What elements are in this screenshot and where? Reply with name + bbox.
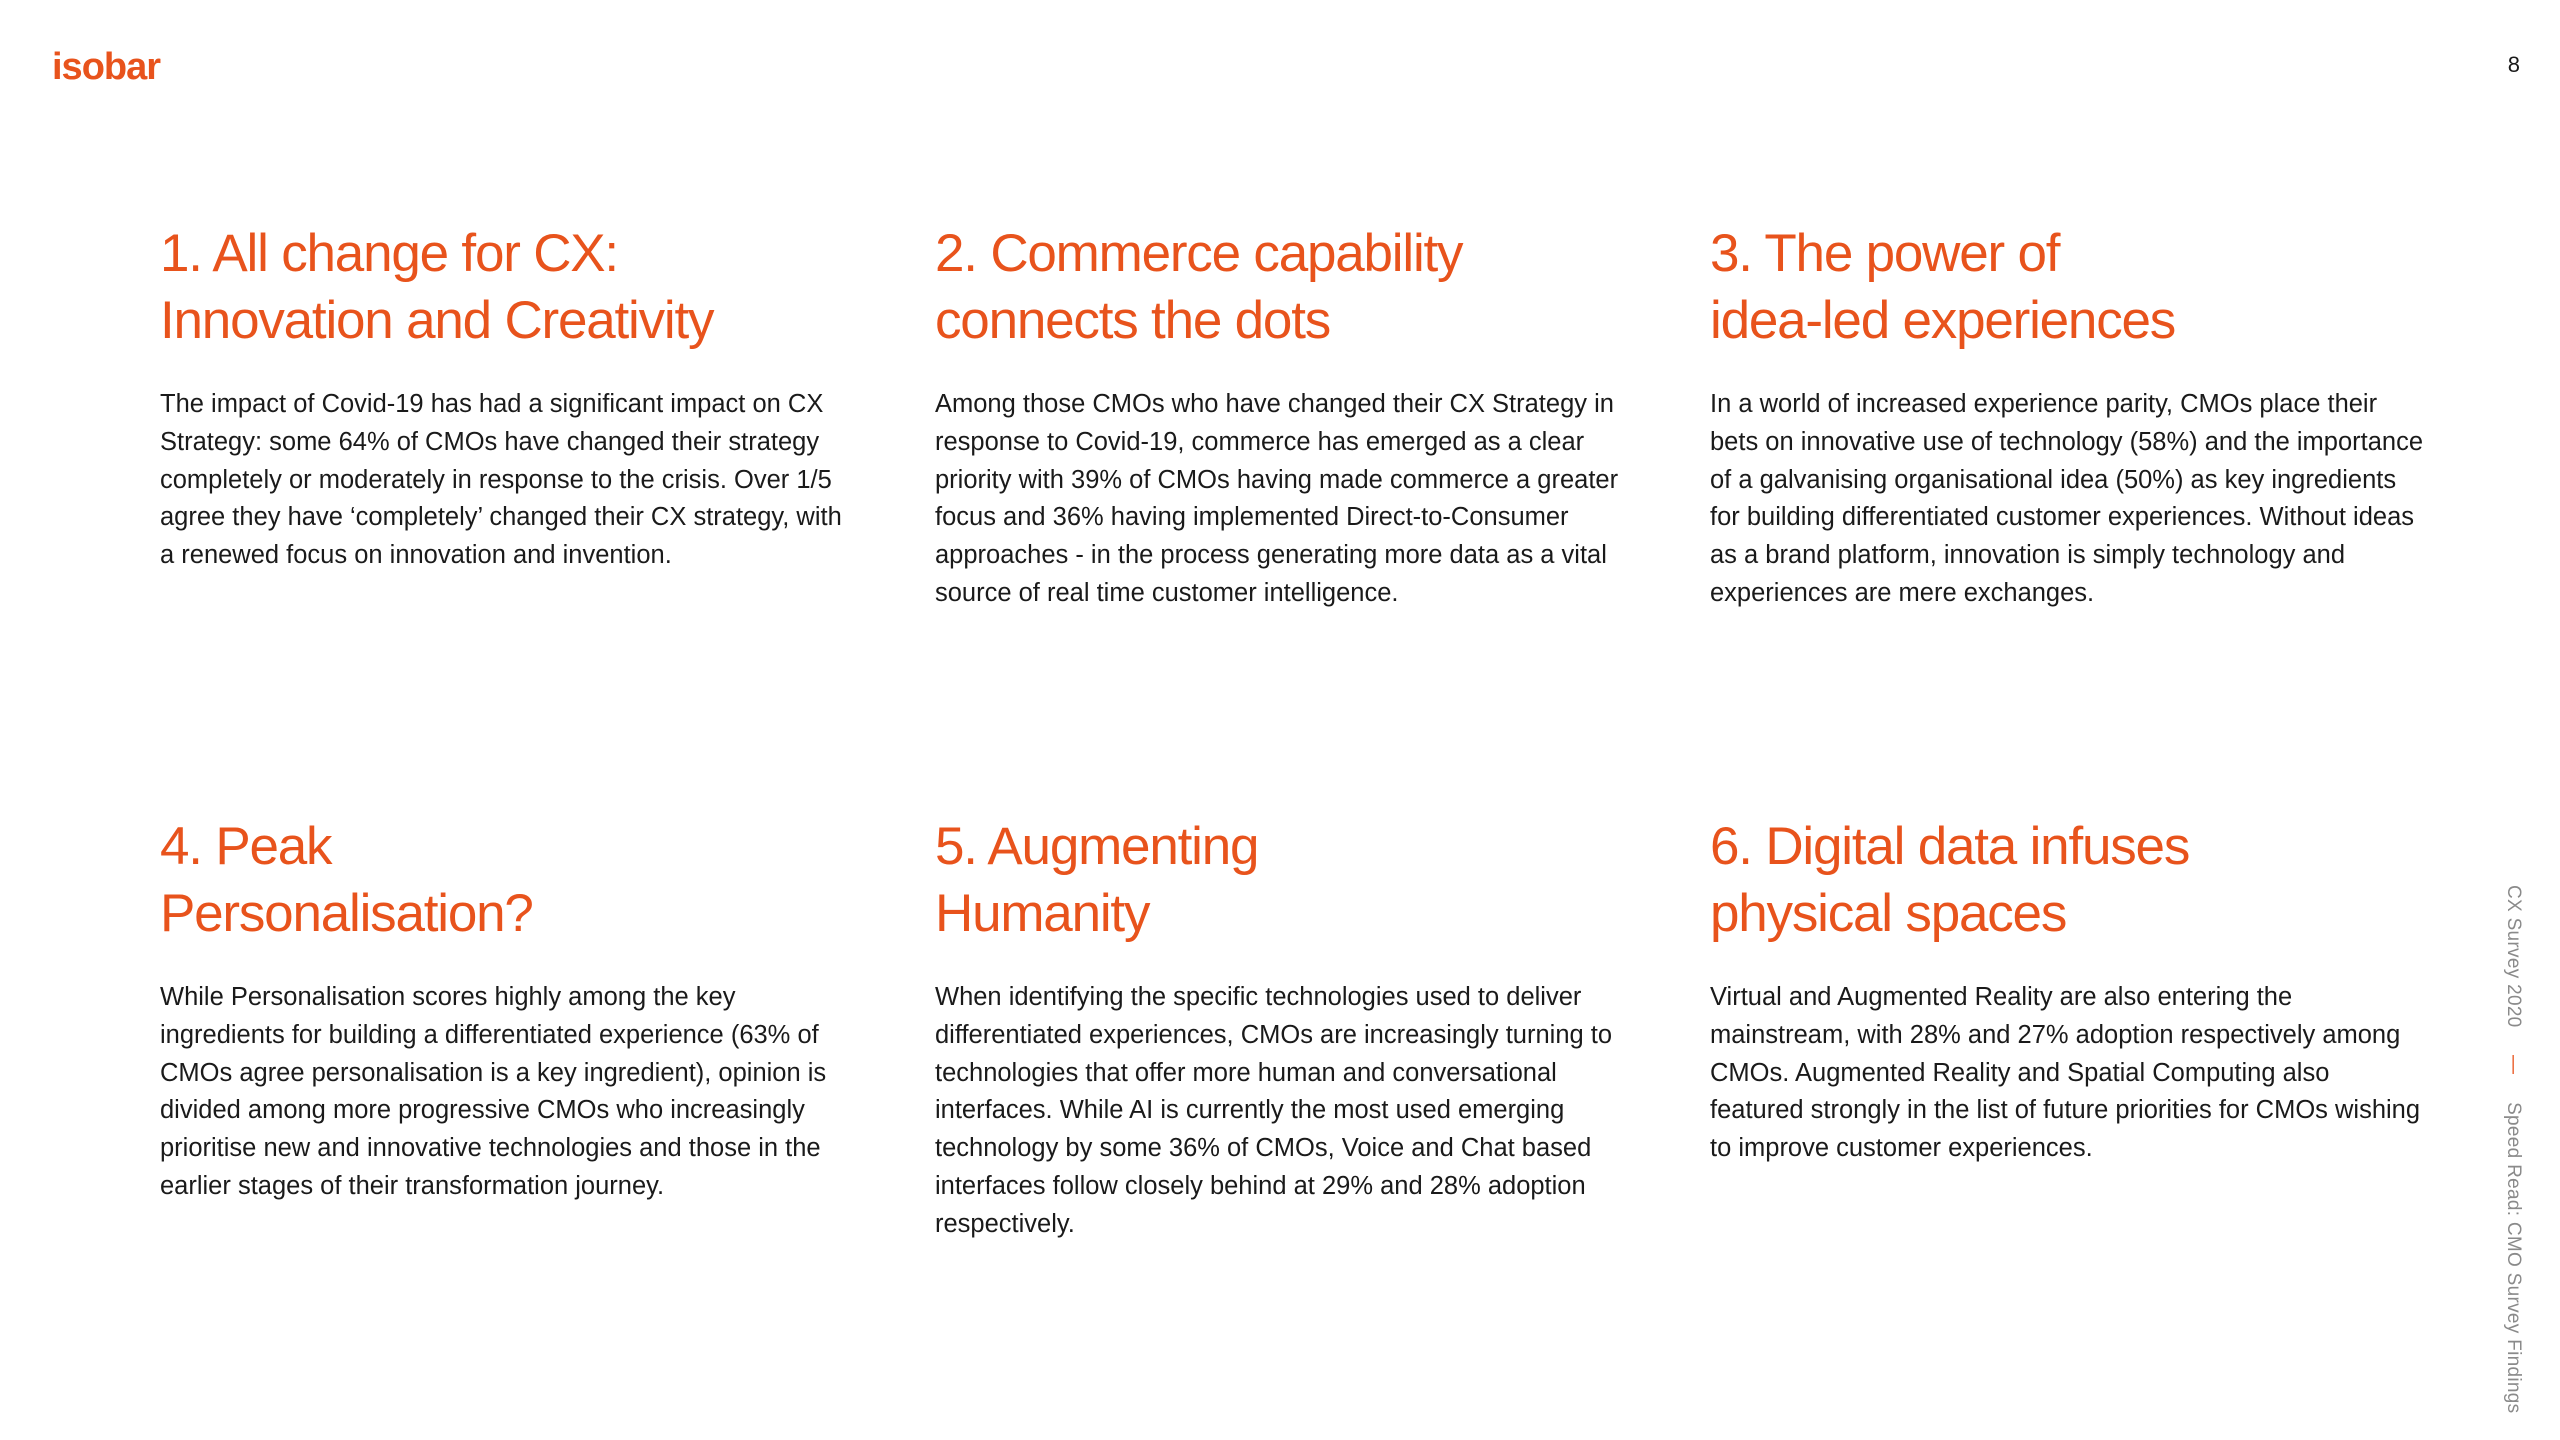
heading-line-1: 5. Augmenting <box>935 817 1259 876</box>
section-all-change-for-cx <box>160 220 860 575</box>
section-heading <box>1710 813 2430 947</box>
heading-line-2: physical spaces <box>1710 884 2067 943</box>
heading-line-1: 4. Peak <box>160 817 332 876</box>
section-body: The impact of Covid-19 has had a significant impact on CX Strategy: some 64% of CMOs have changed their strategy completely or moderately in response to the crisis. Over 1/5 agree they have ‘completely’ changed their CX strategy, with a renewed focus on innovation and invention. <box>160 390 842 570</box>
heading-line-1: 2. Commerce capability <box>935 224 1463 283</box>
section-heading <box>935 813 1635 947</box>
section-body: Virtual and Augmented Reality are also entering the mainstream, with 28% and 27% adoption respectively among CMOs. Augmented Reality and Spatial Computing also featured strongly in the list of future priorities for CMOs wishing to improve customer experiences. <box>1710 983 2421 1163</box>
section-heading <box>160 813 860 947</box>
section-augmenting-humanity <box>935 813 1635 1244</box>
section-peak-personalisation <box>160 813 860 1206</box>
section-idea-led-experiences <box>1710 220 2430 613</box>
section-heading <box>1710 220 2430 354</box>
heading-line-2: idea-led experiences <box>1710 291 2176 350</box>
footer-document-label <box>2504 885 2523 1413</box>
heading-line-1: 1. All change for CX: <box>160 224 618 283</box>
section-body: In a world of increased experience parity, CMOs place their bets on innovative use of technology (58%) and the importance of a galvanising organisational idea (50%) as key ingredients for building differentiated customer experiences. Without ideas as a brand platform, innovation is simply technology and experiences are mere exchanges. <box>1710 390 2424 607</box>
section-heading <box>935 220 1635 354</box>
heading-line-2: Humanity <box>935 884 1150 943</box>
heading-line-1: 6. Digital data infuses <box>1710 817 2190 876</box>
label-separator: — <box>2503 1055 2524 1075</box>
heading-line-2: Personalisation? <box>160 884 533 943</box>
section-body: While Personalisation scores highly among the key ingredients for building a differentiated experience (63% of CMOs agree personalisation is a key ingredient), opinion is divided among more progressive CMOs who increasingly prioritise new and innovative technologies and those in the earlier stages of their transformation journey. <box>160 983 827 1200</box>
isobar-logo: isobar <box>52 46 161 88</box>
section-digital-data-physical-spaces <box>1710 813 2430 1168</box>
section-body: Among those CMOs who have changed their CX Strategy in response to Covid-19, commerce has emerged as a clear priority with 39% of CMOs having made commerce a greater focus and 36% having implemented Direct-to-Consumer approaches - in the process generating more data as a vital source of real time customer intelligence. <box>935 390 1619 607</box>
heading-line-1: 3. The power of <box>1710 224 2060 283</box>
section-body: When identifying the specific technologies used to deliver differentiated experiences, CMOs are increasingly turning to technologies that offer more human and conversational interfaces. While AI is currently the most used emerging technology by some 36% of CMOs, Voice and Chat based interfaces follow closely behind at 29% and 28% adoption respectively. <box>935 983 1613 1238</box>
section-heading <box>160 220 860 354</box>
document-label: Speed Read: CMO Survey Findings <box>2503 1102 2524 1414</box>
survey-label: CX Survey 2020 <box>2503 885 2524 1028</box>
page-number: 8 <box>2507 52 2520 77</box>
heading-line-2: connects the dots <box>935 291 1331 350</box>
heading-line-2: Innovation and Creativity <box>160 291 714 350</box>
section-commerce-capability <box>935 220 1635 613</box>
